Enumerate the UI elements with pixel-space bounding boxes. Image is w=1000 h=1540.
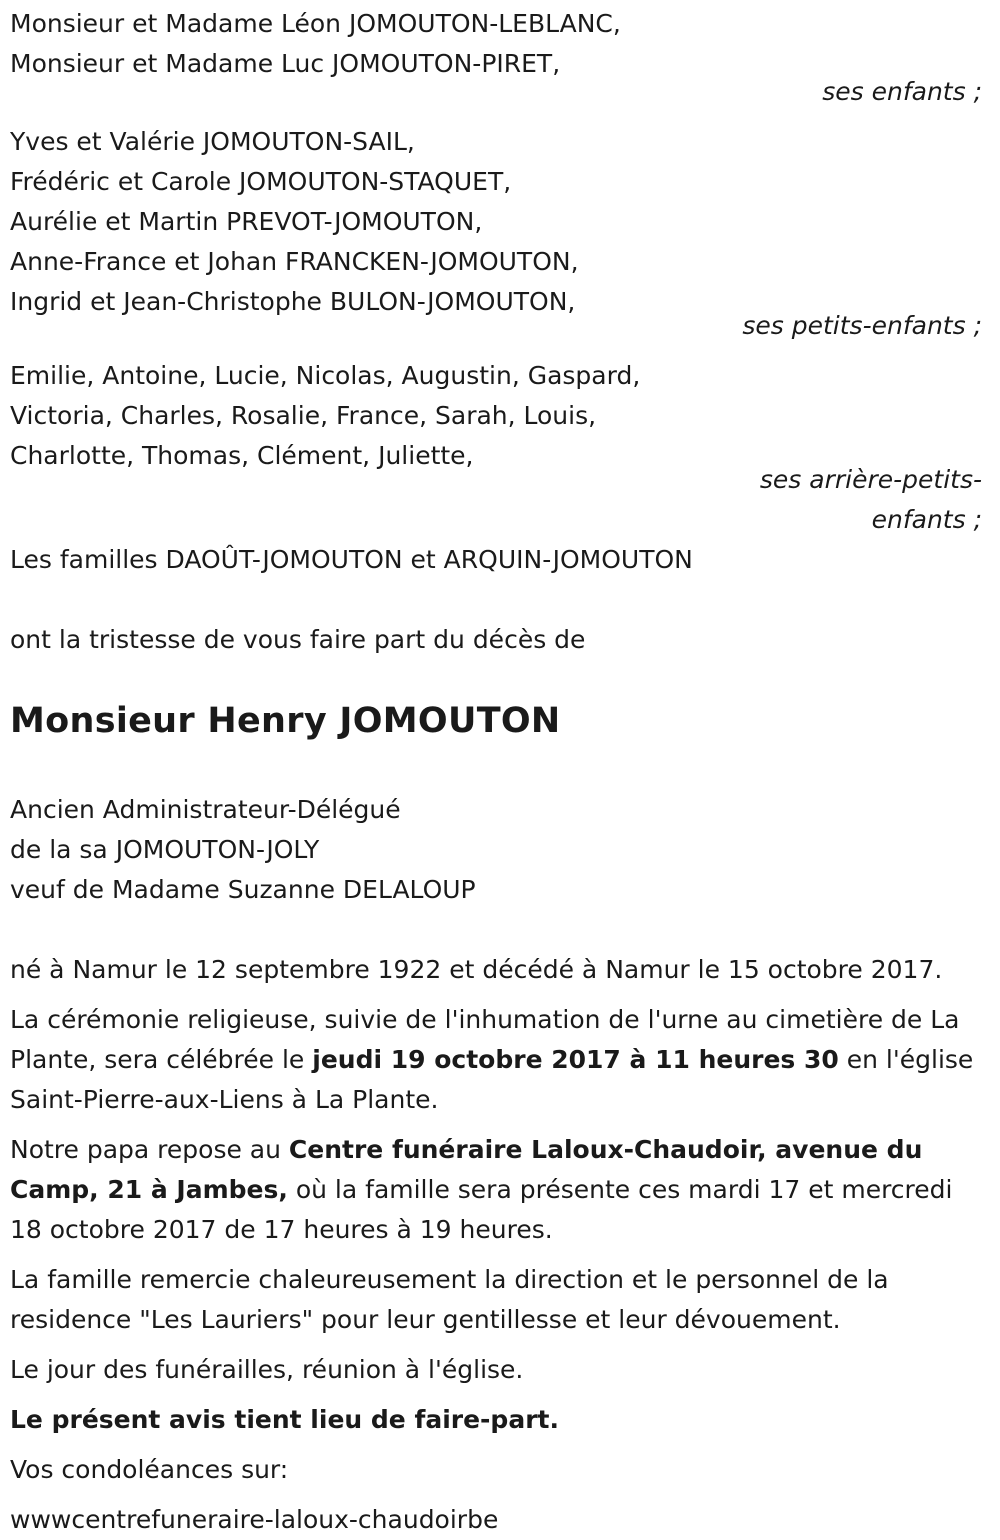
- ceremony-text-before: La cérémonie religieuse, suivie de l'inhumation de l'urne au cimetière de La Plante, sera célébrée le: [10, 1005, 960, 1074]
- title-line-2: de la sa JOMOUTON-JOLY: [10, 835, 320, 864]
- great-grandchildren-role-1: ses arrière-petits-: [759, 465, 982, 494]
- ceremony-date: jeudi 19 octobre 2017 à 11 heures 30: [312, 1045, 839, 1074]
- funeral-center: Centre funéraire Laloux-Chaudoir, avenue du Camp, 21 à Jambes,: [10, 1135, 923, 1204]
- condolences-url[interactable]: wwwcentrefuneraire-laloux-chaudoirbe: [10, 1505, 499, 1534]
- great-grandchildren-role-2: enfants ;: [871, 505, 982, 534]
- children-line-2: Monsieur et Madame Luc JOMOUTON-PIRET,: [10, 49, 561, 78]
- notice-text: Le présent avis tient lieu de faire-part.: [10, 1405, 559, 1434]
- birth-death: né à Namur le 12 septembre 1922 et décédé à Namur le 15 octobre 2017.: [10, 955, 943, 984]
- great-grandchild-line-2: Victoria, Charles, Rosalie, France, Sarah, Louis,: [10, 401, 597, 430]
- grandchildren-role: ses petits-enfants ;: [742, 311, 982, 340]
- announcement: ont la tristesse de vous faire part du décès de: [10, 625, 586, 654]
- children-role: ses enfants ;: [822, 77, 982, 106]
- great-grandchild-line-3: Charlotte, Thomas, Clément, Juliette,: [10, 441, 474, 470]
- title-line-1: Ancien Administrateur-Délégué: [10, 795, 401, 824]
- grandchild-line-1: Yves et Valérie JOMOUTON-SAIL,: [10, 127, 415, 156]
- children-line-1: Monsieur et Madame Léon JOMOUTON-LEBLANC,: [10, 9, 621, 38]
- grandchild-line-2: Frédéric et Carole JOMOUTON-STAQUET,: [10, 167, 512, 196]
- ceremony-text-after: en l'église Saint-Pierre-aux-Liens à La Plante.: [10, 1045, 974, 1114]
- repose-text-before: Notre papa repose au: [10, 1135, 289, 1164]
- grandchild-line-4: Anne-France et Johan FRANCKEN-JOMOUTON,: [10, 247, 579, 276]
- repose-paragraph: [10, 1130, 990, 1250]
- repose-text-after: où la famille sera présente ces mardi 17 et mercredi 18 octobre 2017 de 17 heures à 19 heures.: [10, 1175, 953, 1244]
- great-grandchild-line-1: Emilie, Antoine, Lucie, Nicolas, Augustin, Gaspard,: [10, 361, 641, 390]
- families: Les familles DAOÛT-JOMOUTON et ARQUIN-JOMOUTON: [10, 545, 693, 574]
- ceremony-paragraph: [10, 1000, 990, 1120]
- grandchild-line-3: Aurélie et Martin PREVOT-JOMOUTON,: [10, 207, 483, 236]
- title-line-3: veuf de Madame Suzanne DELALOUP: [10, 875, 476, 904]
- deceased-name: Monsieur Henry JOMOUTON: [10, 701, 561, 741]
- grandchild-line-5: Ingrid et Jean-Christophe BULON-JOMOUTON,: [10, 287, 576, 316]
- thanks-paragraph: La famille remercie chaleureusement la direction et le personnel de la residence "Les Lauriers" pour leur gentillesse et leur dévouement.: [10, 1265, 889, 1334]
- notice: [10, 1400, 990, 1440]
- condolences-label: Vos condoléances sur:: [10, 1455, 289, 1484]
- reunion: Le jour des funérailles, réunion à l'église.: [10, 1355, 524, 1384]
